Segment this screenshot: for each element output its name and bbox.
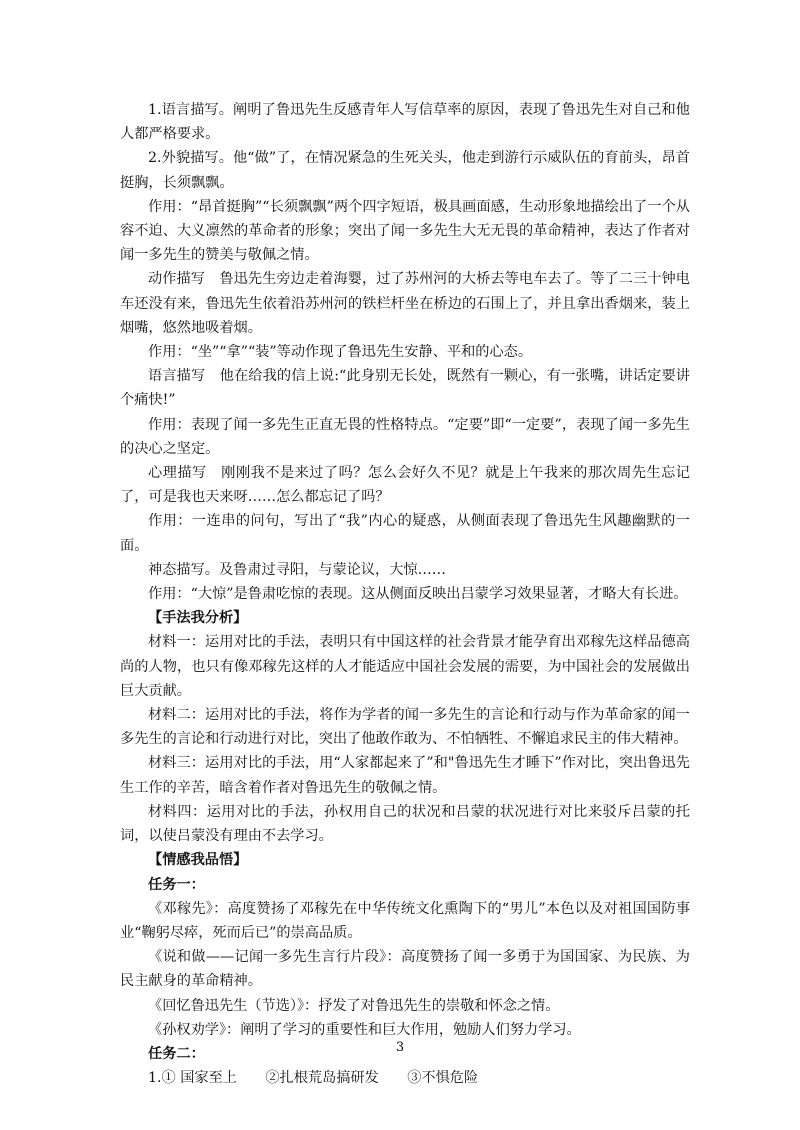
paragraph: 材料三：运用对比的手法，用“人家都起来了”和"鲁迅先生才睡下”作对比，突出鲁迅先生工作的辛苦，暗含着作者对鲁迅先生的敬佩之情。 — [120, 755, 690, 796]
paragraph: 《孙权劝学》：阐明了学习的重要性和巨大作用，勉励人们努力学习。 — [148, 1021, 581, 1038]
paragraph: 材料二：运用对比的手法，将作为学者的闻一多先生的言论和行动与作为革命家的闻一多先生的言论和行动进行对比，突出了他敢作敢为、不怕牺牲、不懈追求民主的伟大精神。 — [120, 707, 690, 748]
document-body — [120, 98, 690, 1090]
paragraph: 作用：“昂首挺胸”“长须飘飘”两个四字短语，极具画面感，生动形象地描绘出了一个从容不迫、大义凛然的革命者的形象；突出了闻一多先生大无无畏的革命精神，表达了作者对闻一多先生的赞美与敬佩之情。 — [120, 198, 690, 264]
paragraph: 1.① 国家至上 ②扎根荒岛搞研发 ③不惧危险 — [148, 1070, 479, 1087]
paragraph: 《邓稼先》：高度赞扬了邓稼先在中华传统文化熏陶下的“男儿”本色以及对祖国国防事业“鞠躬尽瘁，死而后已”的崇高品质。 — [120, 900, 690, 941]
paragraph: 心理描写 刚刚我不是来过了吗？怎么会好久不见？就是上午我来的那次周先生忘记了，可是我也天来呀……怎么都忘记了吗？ — [120, 465, 690, 506]
page-number: 3 — [395, 1040, 405, 1055]
paragraph: 1.语言描写。阐明了鲁迅先生反感青年人写信草率的原因，表现了鲁迅先生对自己和他人都严格要求。 — [120, 102, 690, 143]
paragraph: 2.外貌描写。他“做”了，在情况紧急的生死关头，他走到游行示威队伍的育前头，昂首挺胸，长须飘飘。 — [120, 150, 690, 191]
paragraph: 材料一：运用对比的手法，表明只有中国这样的社会背景才能孕育出邓稼先这样品德高尚的人物，也只有像邓稼先这样的人才能适应中国社会发展的需要，为中国社会的发展做出巨大贡献。 — [120, 634, 690, 699]
section-heading: 任务二： — [148, 1045, 205, 1062]
paragraph: 《说和做——记闻一多先生言行片段》：高度赞扬了闻一多勇于为国国家、为民族、为民主献身的革命精神。 — [120, 949, 690, 990]
paragraph: 作用：“大惊”是鲁肃吃惊的表现。这从侧面反映出吕蒙学习效果显著，才略大有长进。 — [148, 586, 688, 603]
paragraph: 神态描写。及鲁肃过寻阳，与蒙论议，大惊…… — [148, 561, 446, 578]
paragraph: 语言描写 他在给我的信上说:“此身别无长处，既然有一颗心，有一张嘴，讲话定要讲个痛快!” — [120, 368, 690, 409]
paragraph: 《回忆鲁迅先生（节选）》：抒发了对鲁迅先生的崇敬和怀念之情。 — [148, 997, 560, 1014]
section-heading: 【手法我分析】 — [148, 610, 248, 627]
paragraph: 作用：“坐”“拿”“装”等动作现了鲁迅先生安静、平和的心态。 — [148, 344, 533, 361]
paragraph: 动作描写 鲁迅先生旁边走着海婴，过了苏州河的大桥去等电车去了。等了二三十钟电车还没有来，鲁迅先生依着沿苏州河的铁栏杆坐在桥边的石围上了，并且拿出香烟来，装上烟嘴，悠然地吸着烟。 — [120, 271, 690, 336]
paragraph: 材料四：运用对比的手法，孙权用自己的状况和吕蒙的状况进行对比来驳斥吕蒙的托词，以使吕蒙没有理由不去学习。 — [120, 803, 690, 845]
section-heading: 任务一： — [148, 876, 205, 893]
section-heading: 【情感我品悟】 — [148, 852, 248, 869]
paragraph: 作用：一连串的问句，写出了“我”内心的疑惑，从侧面表现了鲁迅先生风趣幽默的一面。 — [120, 513, 690, 554]
paragraph: 作用：表现了闻一多先生正直无畏的性格特点。“定要”即“一定要”，表现了闻一多先生的决心之坚定。 — [120, 416, 690, 457]
